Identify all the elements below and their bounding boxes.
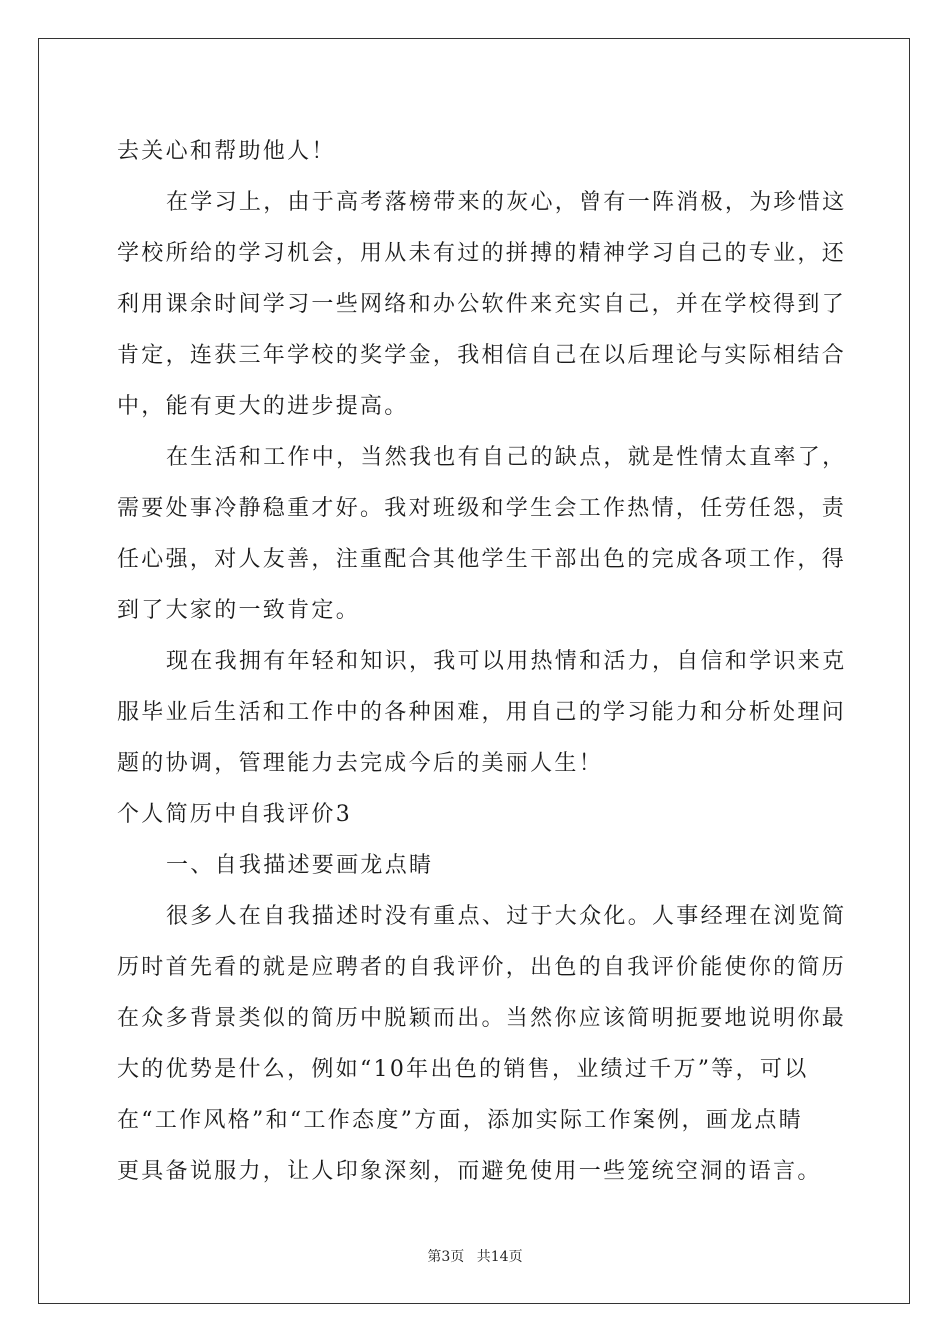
paragraph-line: 在“工作风格”和“工作态度”方面，添加实际工作案例，画龙点睛 <box>117 1108 803 1133</box>
paragraph-line: 学校所给的学习机会，用从未有过的拼搏的精神学习自己的专业，还 <box>117 241 847 266</box>
paragraph-line: 需要处事冷静稳重才好。我对班级和学生会工作热情，任劳任怨，责 <box>117 496 847 521</box>
paragraph-line: 利用课余时间学习一些网络和办公软件来充实自己，并在学校得到了 <box>117 292 847 317</box>
paragraph-line: 任心强，对人友善，注重配合其他学生干部出色的完成各项工作，得 <box>117 547 847 572</box>
paragraph-line: 大的优势是什么，例如“10年出色的销售，业绩过千万”等，可以 <box>117 1057 809 1082</box>
paragraph-line: 在生活和工作中，当然我也有自己的缺点，就是性情太直率了， <box>166 445 847 470</box>
paragraph-line: 去关心和帮助他人！ <box>117 139 336 164</box>
paragraph-line: 一、自我描述要画龙点睛 <box>166 853 434 878</box>
paragraph-line: 现在我拥有年轻和知识，我可以用热情和活力，自信和学识来克 <box>166 649 847 674</box>
paragraph-line: 肯定，连获三年学校的奖学金，我相信自己在以后理论与实际相结合 <box>117 343 847 368</box>
paragraph-line: 个人简历中自我评价3 <box>117 802 352 827</box>
paragraph-line: 题的协调，管理能力去完成今后的美丽人生！ <box>117 751 604 776</box>
paragraph-line: 中，能有更大的进步提高。 <box>117 394 409 419</box>
current-page-number: 第3页 <box>427 1249 465 1265</box>
paragraph-line: 到了大家的一致肯定。 <box>117 598 361 623</box>
total-pages: 共14页 <box>476 1249 523 1265</box>
paragraph-line: 历时首先看的就是应聘者的自我评价，出色的自我评价能使你的简历 <box>117 955 847 980</box>
page-footer <box>0 1246 950 1266</box>
paragraph-line: 很多人在自我描述时没有重点、过于大众化。人事经理在浏览简 <box>166 904 847 929</box>
paragraph-line: 服毕业后生活和工作中的各种困难，用自己的学习能力和分析处理问 <box>117 700 847 725</box>
paragraph-line: 在学习上，由于高考落榜带来的灰心，曾有一阵消极，为珍惜这 <box>166 190 847 215</box>
paragraph-line: 更具备说服力，让人印象深刻，而避免使用一些笼统空洞的语言。 <box>117 1159 822 1184</box>
paragraph-line: 在众多背景类似的简历中脱颖而出。当然你应该简明扼要地说明你最 <box>117 1006 847 1031</box>
document-body <box>117 126 847 1197</box>
